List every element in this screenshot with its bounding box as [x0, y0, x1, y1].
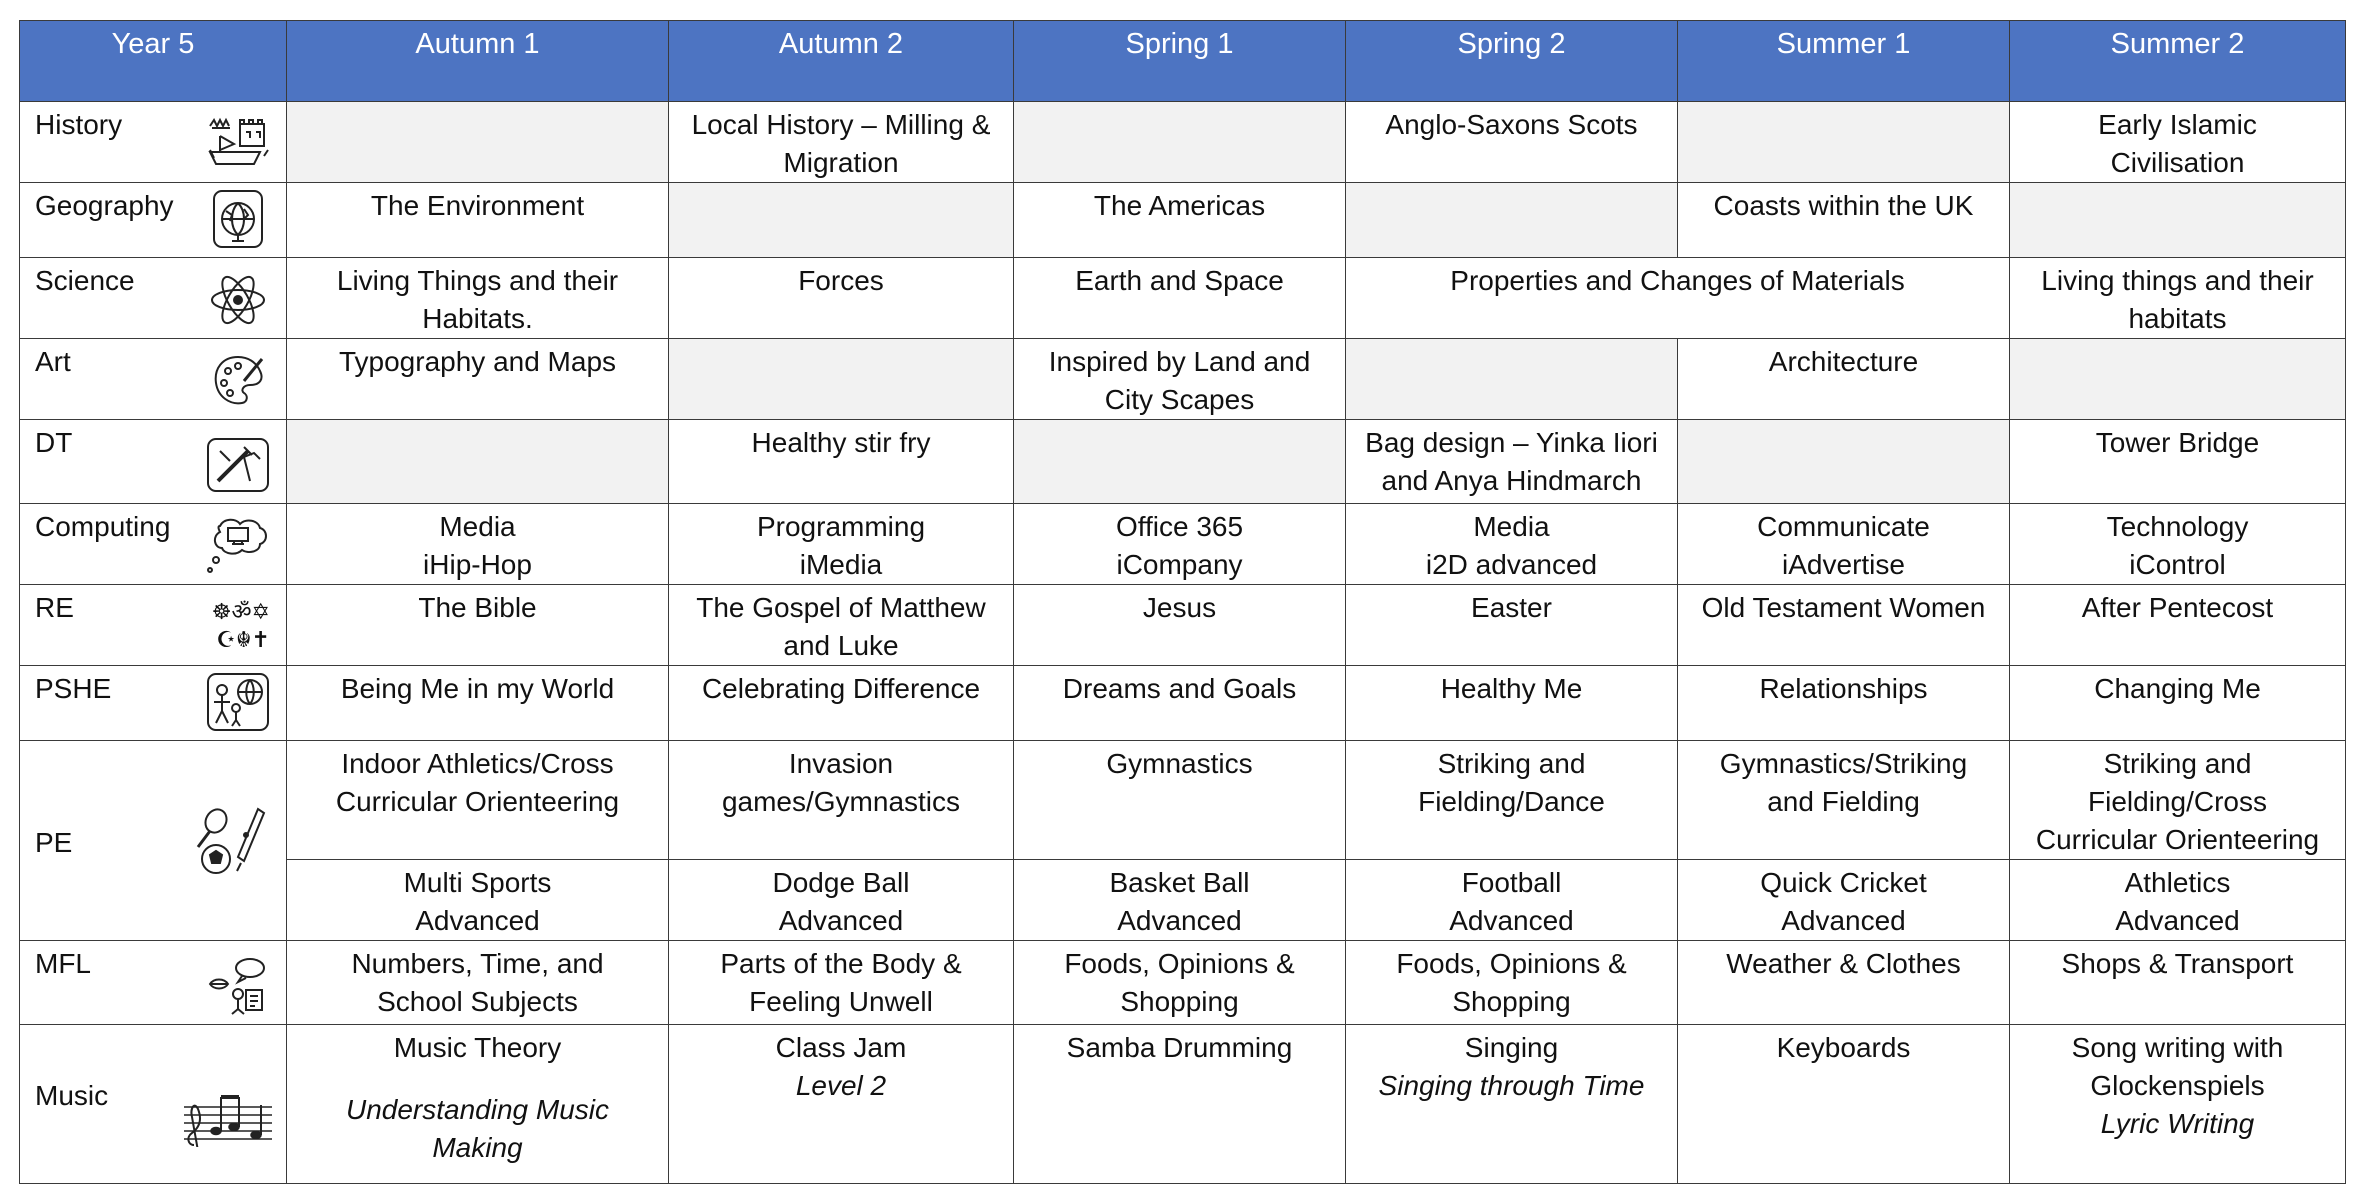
spacer	[293, 1067, 662, 1091]
cell-line: Technology	[2106, 511, 2249, 542]
religious-symbols-top: ☸ॐ✡	[211, 600, 270, 625]
subject-geography	[20, 183, 287, 258]
cell-art-spring1	[1014, 339, 1346, 420]
religious-symbols-icon	[206, 599, 270, 659]
cell-line: games/Gymnastics	[721, 786, 961, 817]
cell-line: Indoor Athletics/Cross	[341, 748, 614, 779]
subject-label: History	[35, 109, 123, 140]
cell-line: and Luke	[783, 630, 899, 661]
cell-line: Shopping	[1452, 986, 1571, 1017]
cell-line: iHip-Hop	[423, 549, 532, 580]
curriculum-table	[19, 20, 2346, 1184]
cell-line: i2D advanced	[1425, 549, 1598, 580]
cell-line: Easter	[1471, 592, 1552, 623]
cell-line: Being Me in my World	[340, 673, 615, 704]
subject-label: PSHE	[35, 673, 112, 704]
cell-empty	[287, 420, 669, 504]
cell-music-autumn2	[669, 1025, 1014, 1184]
cell-history-spring2	[1346, 102, 1678, 183]
cell-computing-summer1	[1678, 504, 2010, 585]
row-re	[20, 585, 2346, 666]
cell-line: Media	[439, 511, 516, 542]
cell-line: The Americas	[1093, 190, 1266, 221]
row-pe-b	[20, 860, 2346, 941]
row-mfl	[20, 941, 2346, 1025]
cell-line-italic: Making	[432, 1132, 523, 1163]
cell-pe-b-summer2	[2010, 860, 2346, 941]
row-pe-a	[20, 741, 2346, 860]
cell-empty	[1678, 420, 2010, 504]
cell-art-summer1	[1678, 339, 2010, 420]
cell-line: iCompany	[1116, 549, 1243, 580]
cell-line: Shops & Transport	[2061, 948, 2294, 979]
cell-mfl-summer1	[1678, 941, 2010, 1025]
subject-re	[20, 585, 287, 666]
cell-mfl-summer2	[2010, 941, 2346, 1025]
year-header: Year 5	[20, 21, 287, 102]
cell-line: habitats	[2128, 303, 2227, 334]
cell-line: Foods, Opinions &	[1064, 948, 1295, 979]
cell-dt-autumn2	[669, 420, 1014, 504]
cell-re-autumn2	[669, 585, 1014, 666]
cell-line: Basket Ball	[1109, 867, 1250, 898]
subject-label: Music	[35, 1080, 109, 1111]
cell-empty	[1346, 183, 1678, 258]
cell-line: Curricular Orienteering	[335, 786, 620, 817]
cell-music-autumn1	[287, 1025, 669, 1184]
cell-re-autumn1	[287, 585, 669, 666]
cell-pe-a-summer2	[2010, 741, 2346, 860]
cell-computing-summer2	[2010, 504, 2346, 585]
cell-mfl-autumn2	[669, 941, 1014, 1025]
cell-line: The Environment	[370, 190, 585, 221]
subject-pshe	[20, 666, 287, 741]
cell-mfl-autumn1	[287, 941, 669, 1025]
cell-computing-autumn1	[287, 504, 669, 585]
cell-empty	[669, 339, 1014, 420]
cell-pshe-autumn2	[669, 666, 1014, 741]
cell-line: Inspired by Land and	[1048, 346, 1311, 377]
cell-pshe-spring1	[1014, 666, 1346, 741]
cell-line: Keyboards	[1776, 1032, 1911, 1063]
cell-line: Numbers, Time, and	[351, 948, 604, 979]
cell-pe-a-spring1	[1014, 741, 1346, 860]
cell-empty	[669, 183, 1014, 258]
cell-line: The Gospel of Matthew	[696, 592, 986, 623]
cell-line: iMedia	[799, 549, 883, 580]
cell-line: Local History – Milling &	[691, 109, 991, 140]
religious-symbols-bottom: ☪☬✝	[216, 628, 270, 653]
cell-line: Gymnastics	[1106, 748, 1253, 779]
cell-music-summer2	[2010, 1025, 2346, 1184]
cell-line: Football	[1461, 867, 1562, 898]
cell-line: Media	[1473, 511, 1550, 542]
cell-line: Class Jam	[775, 1032, 907, 1063]
cell-pe-b-summer1	[1678, 860, 2010, 941]
cell-pe-b-spring2	[1346, 860, 1678, 941]
subject-label: MFL	[35, 948, 91, 979]
cell-line: Office 365	[1115, 511, 1244, 542]
cell-line: After Pentecost	[2081, 592, 2274, 623]
subject-label: DT	[35, 427, 73, 458]
sports-equipment-icon	[194, 805, 270, 877]
cell-line: Early Islamic	[2098, 109, 2257, 140]
cell-line: Migration	[783, 147, 899, 178]
cell-computing-spring1	[1014, 504, 1346, 585]
cell-re-spring1	[1014, 585, 1346, 666]
cell-line: Relationships	[1759, 673, 1928, 704]
cell-line: Fielding/Cross	[2088, 786, 2267, 817]
cell-pe-b-spring1	[1014, 860, 1346, 941]
cell-line: Earth and Space	[1075, 265, 1284, 296]
cell-re-summer1	[1678, 585, 2010, 666]
cell-line: Samba Drumming	[1066, 1032, 1293, 1063]
cell-line: Shopping	[1120, 986, 1239, 1017]
subject-science	[20, 258, 287, 339]
subject-dt	[20, 420, 287, 504]
cell-science-autumn1	[287, 258, 669, 339]
cell-line: Typography and Maps	[338, 346, 617, 377]
term-header-spring1: Spring 1	[1014, 21, 1346, 102]
subject-pe	[20, 741, 287, 941]
row-art	[20, 339, 2346, 420]
cell-line: Changing Me	[2094, 673, 2261, 704]
cell-line: and Anya Hindmarch	[1381, 465, 1642, 496]
cell-line: Jesus	[1142, 592, 1217, 623]
cell-pe-a-autumn2	[669, 741, 1014, 860]
cell-re-spring2	[1346, 585, 1678, 666]
cell-pshe-spring2	[1346, 666, 1678, 741]
subject-label: PE	[35, 826, 73, 858]
cell-computing-autumn2	[669, 504, 1014, 585]
cell-line: Curricular Orienteering	[2035, 824, 2320, 855]
header-row	[20, 21, 2346, 102]
cell-line: Striking and	[2103, 748, 2252, 779]
cell-geography-summer1	[1678, 183, 2010, 258]
cell-line: City Scapes	[1104, 384, 1255, 415]
cell-music-spring2	[1346, 1025, 1678, 1184]
cell-line: Advanced	[2115, 905, 2240, 936]
cell-line: Invasion	[788, 748, 894, 779]
cell-line: Multi Sports	[403, 867, 552, 898]
cell-pshe-summer1	[1678, 666, 2010, 741]
cell-line: Advanced	[1781, 905, 1906, 936]
cell-line: Feeling Unwell	[749, 986, 933, 1017]
subject-computing	[20, 504, 287, 585]
cell-line: Advanced	[415, 905, 540, 936]
subject-label: Science	[35, 265, 135, 296]
row-pshe	[20, 666, 2346, 741]
cell-line-italic: Level 2	[795, 1070, 887, 1101]
cell-line: Dreams and Goals	[1062, 673, 1297, 704]
cell-empty	[2010, 183, 2346, 258]
cell-line: Quick Cricket	[1760, 867, 1927, 898]
cell-pshe-autumn1	[287, 666, 669, 741]
term-header-autumn2: Autumn 2	[669, 21, 1014, 102]
cell-line: iAdvertise	[1782, 549, 1905, 580]
cell-line: Glockenspiels	[2090, 1070, 2265, 1101]
cell-music-summer1	[1678, 1025, 2010, 1184]
cell-line: iControl	[2129, 549, 2226, 580]
castle-viking-ship-icon	[206, 114, 270, 174]
cell-empty	[287, 102, 669, 183]
cell-line: Fielding/Dance	[1418, 786, 1605, 817]
cell-line: Dodge Ball	[772, 867, 910, 898]
cell-empty	[1678, 102, 2010, 183]
cell-pe-a-autumn1	[287, 741, 669, 860]
cell-pe-b-autumn2	[669, 860, 1014, 941]
cell-line: Living Things and their	[336, 265, 619, 296]
row-science	[20, 258, 2346, 339]
cell-line-italic: Singing through Time	[1378, 1070, 1645, 1101]
cell-line: Architecture	[1768, 346, 1919, 377]
term-header-summer1: Summer 1	[1678, 21, 2010, 102]
subject-music	[20, 1025, 287, 1184]
subject-label: Geography	[35, 190, 174, 221]
term-header-summer2: Summer 2	[2010, 21, 2346, 102]
cell-mfl-spring1	[1014, 941, 1346, 1025]
row-geography	[20, 183, 2346, 258]
cell-geography-spring1	[1014, 183, 1346, 258]
cell-empty	[1014, 102, 1346, 183]
computer-thought-icon	[206, 516, 270, 576]
cell-line: Striking and	[1437, 748, 1586, 779]
cell-line: Coasts within the UK	[1713, 190, 1974, 221]
term-header-spring2: Spring 2	[1346, 21, 1678, 102]
cell-line: Forces	[798, 265, 884, 296]
cell-line: Parts of the Body &	[720, 948, 962, 979]
cell-line: Anglo-Saxons Scots	[1385, 109, 1638, 140]
term-header-autumn1: Autumn 1	[287, 21, 669, 102]
cell-line: and Fielding	[1767, 786, 1920, 817]
cell-line-italic: Understanding Music	[345, 1094, 610, 1125]
cell-line: Advanced	[1449, 905, 1574, 936]
cell-line: Tower Bridge	[2095, 427, 2260, 458]
cell-music-spring1	[1014, 1025, 1346, 1184]
cell-line: Healthy stir fry	[751, 427, 931, 458]
row-dt	[20, 420, 2346, 504]
cell-empty	[2010, 339, 2346, 420]
cell-art-autumn1	[287, 339, 669, 420]
design-tools-icon	[206, 435, 270, 495]
cell-pe-a-summer1	[1678, 741, 2010, 860]
cell-pe-b-autumn1	[287, 860, 669, 941]
cell-history-summer2	[2010, 102, 2346, 183]
cell-line: Gymnastics/Striking	[1719, 748, 1968, 779]
globe-icon	[206, 189, 270, 249]
cell-geography-autumn1	[287, 183, 669, 258]
cell-line: Song writing with	[2071, 1032, 2284, 1063]
cell-line: Programming	[756, 511, 926, 542]
cell-pe-a-spring2	[1346, 741, 1678, 860]
row-music	[20, 1025, 2346, 1184]
cell-science-spring1	[1014, 258, 1346, 339]
subject-label: Art	[35, 346, 71, 377]
cell-line: Habitats.	[422, 303, 533, 334]
cell-line: Athletics	[2124, 867, 2231, 898]
cell-dt-spring2	[1346, 420, 1678, 504]
cell-science-spring2-summer1	[1346, 258, 2010, 339]
speaking-person-icon	[206, 956, 270, 1016]
cell-line: Living things and their	[2041, 265, 2314, 296]
cell-line: Bag design – Yinka Iiori	[1365, 427, 1658, 458]
cell-line: Foods, Opinions &	[1396, 948, 1627, 979]
cell-line: Weather & Clothes	[1726, 948, 1961, 979]
music-notes-icon	[182, 1087, 274, 1147]
cell-line: Communicate	[1757, 511, 1930, 542]
atom-icon	[206, 270, 270, 330]
cell-line: Music Theory	[393, 1032, 562, 1063]
cell-line: Advanced	[1117, 905, 1242, 936]
cell-science-autumn2	[669, 258, 1014, 339]
subject-label: Computing	[35, 511, 171, 542]
subject-mfl	[20, 941, 287, 1025]
row-history	[20, 102, 2346, 183]
cell-science-summer2	[2010, 258, 2346, 339]
cell-dt-summer2	[2010, 420, 2346, 504]
cell-line: Old Testament Women	[1701, 592, 1986, 623]
cell-line: Advanced	[778, 905, 904, 936]
subject-art	[20, 339, 287, 420]
cell-line: Celebrating Difference	[701, 673, 981, 704]
cell-line: Properties and Changes of Materials	[1450, 265, 1905, 296]
subject-label: RE	[35, 592, 74, 623]
cell-line: School Subjects	[377, 986, 578, 1017]
cell-line: Healthy Me	[1440, 673, 1583, 704]
cell-re-summer2	[2010, 585, 2346, 666]
cell-mfl-spring2	[1346, 941, 1678, 1025]
row-computing	[20, 504, 2346, 585]
cell-line: The Bible	[418, 592, 537, 623]
cell-line: Singing	[1464, 1032, 1559, 1063]
cell-line-italic: Lyric Writing	[2100, 1108, 2255, 1139]
people-globe-icon	[206, 672, 270, 732]
subject-history	[20, 102, 287, 183]
cell-line: Civilisation	[2110, 147, 2245, 178]
paint-palette-icon	[206, 351, 270, 411]
cell-computing-spring2	[1346, 504, 1678, 585]
cell-history-autumn2	[669, 102, 1014, 183]
cell-empty	[1346, 339, 1678, 420]
cell-pshe-summer2	[2010, 666, 2346, 741]
cell-empty	[1014, 420, 1346, 504]
